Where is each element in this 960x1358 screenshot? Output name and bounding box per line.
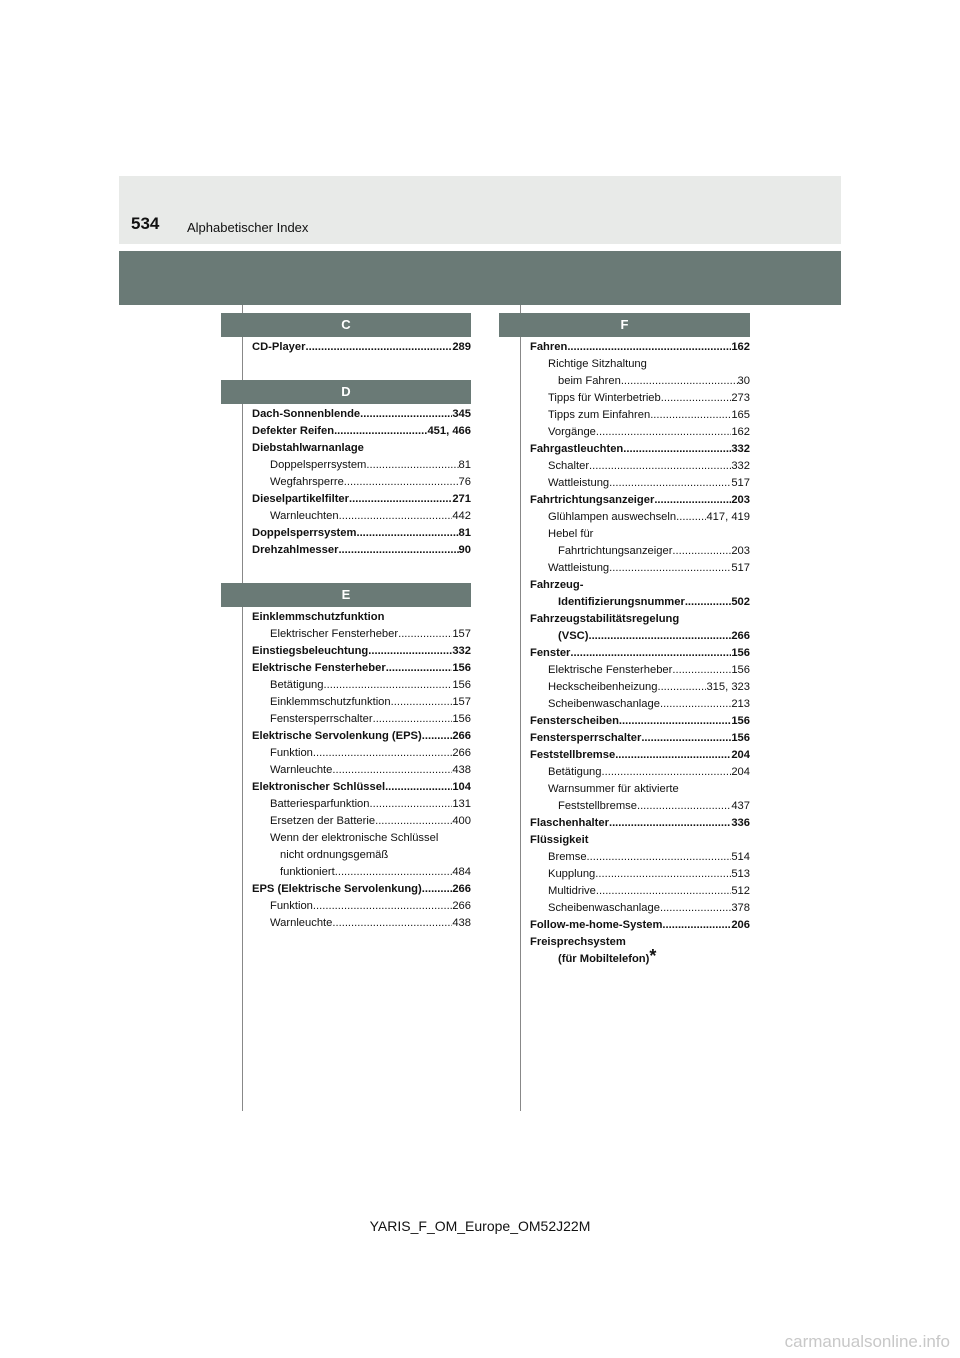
index-column-left xyxy=(221,313,471,956)
index-entry-label: Funktion xyxy=(270,900,313,912)
dot-leader xyxy=(676,509,706,526)
index-entry-page: 332 xyxy=(731,443,750,455)
index-entry-label: Fahrgastleuchten xyxy=(530,443,624,455)
dot-leader xyxy=(366,457,458,474)
dot-leader xyxy=(344,474,459,491)
index-entry xyxy=(530,373,750,390)
index-entries xyxy=(499,337,750,992)
index-entry-label: Identifizierungsnummer xyxy=(558,596,685,608)
index-entry-page: 514 xyxy=(731,851,750,863)
index-entry-page: 517 xyxy=(731,477,750,489)
index-entry-label: Elektronischer Schlüssel xyxy=(252,781,386,793)
index-entry xyxy=(530,662,750,679)
dot-leader xyxy=(334,423,427,440)
dot-leader xyxy=(641,730,731,747)
index-entry xyxy=(530,611,750,628)
index-entry-label: Defekter Reifen xyxy=(252,425,335,437)
index-entry-label: Funktion xyxy=(270,747,313,759)
index-column-right xyxy=(499,313,750,992)
index-entry-page: 438 xyxy=(452,917,471,929)
index-entry-label: Warnleuchte xyxy=(270,764,333,776)
index-entry xyxy=(252,609,471,626)
index-entry-label: funktioniert xyxy=(280,866,335,878)
index-entry-page: 162 xyxy=(731,341,750,353)
index-entry-label: Elektrische Servolenkung (EPS) xyxy=(252,730,422,742)
index-entry xyxy=(530,832,750,849)
index-entry xyxy=(530,628,750,645)
index-entry-label: Einstiegsbeleuchtung xyxy=(252,645,369,657)
dot-leader xyxy=(422,881,453,898)
index-entry xyxy=(530,543,750,560)
index-entry-page: 332 xyxy=(452,645,471,657)
index-entry-label: (für Mobiltelefon) xyxy=(558,953,650,965)
index-entry-label: Warnleuchten xyxy=(270,510,339,522)
index-entry-label: Scheibenwaschanlage xyxy=(548,698,660,710)
dot-leader xyxy=(672,662,731,679)
index-entry-label: Flüssigkeit xyxy=(530,834,589,846)
index-entry-label: Einklemmschutzfunktion xyxy=(252,611,385,623)
page-header xyxy=(119,176,841,244)
index-entry-page: 90 xyxy=(458,544,471,556)
index-entry xyxy=(530,781,750,798)
dot-leader xyxy=(672,543,731,560)
dot-leader xyxy=(368,643,452,660)
index-entry-page: 289 xyxy=(452,341,471,353)
dot-leader xyxy=(662,917,731,934)
index-entry-label: (VSC) xyxy=(558,630,589,642)
index-entry-page: 156 xyxy=(731,732,750,744)
index-entry-label: Flaschenhalter xyxy=(530,817,609,829)
index-entry xyxy=(252,881,471,898)
index-entry-page: 206 xyxy=(731,919,750,931)
index-entry-page: 271 xyxy=(452,493,471,505)
dot-leader xyxy=(313,898,452,915)
index-entry xyxy=(530,713,750,730)
dot-leader xyxy=(595,866,731,883)
dot-leader xyxy=(422,728,453,745)
index-entry-label: Warnsummer für aktivierte xyxy=(548,783,679,795)
index-entry xyxy=(530,764,750,781)
index-entry-label: Dach-Sonnenblende xyxy=(252,408,361,420)
index-entry xyxy=(530,509,750,526)
index-entry xyxy=(252,796,471,813)
dot-leader xyxy=(370,796,453,813)
index-entry xyxy=(530,849,750,866)
index-entry-page: 156 xyxy=(731,715,750,727)
index-entry xyxy=(252,660,471,677)
index-entry-page: 81 xyxy=(458,527,471,539)
index-entry xyxy=(252,457,471,474)
dot-leader xyxy=(587,849,732,866)
index-entry-page: 332 xyxy=(731,460,750,472)
index-entry xyxy=(530,424,750,441)
index-entry-page: 345 xyxy=(452,408,471,420)
index-entry xyxy=(252,339,471,356)
index-entry xyxy=(252,779,471,796)
dot-leader xyxy=(349,491,452,508)
index-entry-label: Fahrzeug- xyxy=(530,579,584,591)
index-entry-label: Betätigung xyxy=(548,766,602,778)
dot-leader xyxy=(324,677,453,694)
index-entry-label: Betätigung xyxy=(270,679,324,691)
index-entry xyxy=(530,526,750,543)
index-entry-label: Fenstersperrschalter xyxy=(530,732,642,744)
dot-leader xyxy=(360,406,452,423)
dot-leader xyxy=(602,764,732,781)
dot-leader xyxy=(660,900,731,917)
index-entry-label: CD-Player xyxy=(252,341,306,353)
index-entry xyxy=(530,407,750,424)
index-entry-page: 81 xyxy=(458,459,471,471)
footnote-star: * xyxy=(649,946,657,966)
index-entry-label: Follow-me-home-System xyxy=(530,919,663,931)
index-entry-label: Feststellbremse xyxy=(558,800,637,812)
dot-leader xyxy=(637,798,731,815)
index-entry-label: Scheibenwaschanlage xyxy=(548,902,660,914)
index-entry-label: Doppelsperrsystem xyxy=(252,527,357,539)
index-entry-label: Fahrtrichtungsanzeiger xyxy=(558,545,673,557)
index-entry-page: 378 xyxy=(731,902,750,914)
index-entry-page: 336 xyxy=(731,817,750,829)
dot-leader xyxy=(661,390,732,407)
index-entry-label: Richtige Sitzhaltung xyxy=(548,358,647,370)
index-entry xyxy=(530,934,750,951)
index-entry xyxy=(252,677,471,694)
dot-leader xyxy=(596,883,731,900)
index-entry xyxy=(530,696,750,713)
index-entry-page: 315, 323 xyxy=(706,681,750,693)
index-entry xyxy=(530,645,750,662)
index-entry-label: Drehzahlmesser xyxy=(252,544,339,556)
index-entry xyxy=(252,813,471,830)
section-title: Alphabetischer Index xyxy=(187,220,309,235)
dot-leader xyxy=(385,779,452,796)
index-entry xyxy=(252,762,471,779)
watermark: carmanualsonline.info xyxy=(784,1332,950,1351)
dot-leader xyxy=(313,745,452,762)
index-entry xyxy=(252,491,471,508)
index-entry-page: 131 xyxy=(452,798,471,810)
dot-leader xyxy=(567,339,731,356)
index-entry-label: Bremse xyxy=(548,851,587,863)
index-entry-page: 484 xyxy=(452,866,471,878)
index-entry-label: Multidrive xyxy=(548,885,596,897)
index-letter-e: E xyxy=(221,583,471,607)
dot-leader xyxy=(356,525,458,542)
index-entry xyxy=(252,864,471,881)
index-entries xyxy=(221,337,471,380)
index-entry-label: Fenster xyxy=(530,647,571,659)
dot-leader xyxy=(657,679,706,696)
index-entry-page: 156 xyxy=(731,647,750,659)
index-entry-page: 513 xyxy=(731,868,750,880)
index-entry xyxy=(252,423,471,440)
index-entry-label: Warnleuchte xyxy=(270,917,333,929)
index-letter-d: D xyxy=(221,380,471,404)
index-entry-page: 266 xyxy=(452,883,471,895)
index-entry xyxy=(530,475,750,492)
index-entry-label: Batteriesparfunktion xyxy=(270,798,370,810)
index-entry xyxy=(252,508,471,525)
index-entry-label: Glühlampen auswechseln xyxy=(548,511,677,523)
index-entry-page: 76 xyxy=(458,476,471,488)
dot-leader xyxy=(588,628,731,645)
index-entry xyxy=(530,866,750,883)
index-entry-label: Vorgänge xyxy=(548,426,596,438)
index-entry-page: 502 xyxy=(731,596,750,608)
index-entry-label: Wegfahrsperre xyxy=(270,476,344,488)
index-entry-label: Tipps zum Einfahren xyxy=(548,409,651,421)
index-entry-label: Dieselpartikelfilter xyxy=(252,493,350,505)
index-entry xyxy=(530,339,750,356)
dot-leader xyxy=(332,762,452,779)
dot-leader xyxy=(615,747,731,764)
dot-leader xyxy=(589,458,731,475)
index-entry-label: Diebstahlwarnanlage xyxy=(252,442,364,454)
dot-leader xyxy=(338,542,458,559)
index-entry-page: 162 xyxy=(731,426,750,438)
index-entry-page: 266 xyxy=(731,630,750,642)
index-entry xyxy=(252,898,471,915)
index-entry-page: 104 xyxy=(452,781,471,793)
dot-leader xyxy=(623,441,731,458)
index-entry xyxy=(530,747,750,764)
index-entry-label: Feststellbremse xyxy=(530,749,616,761)
index-entry-label: Wattleistung xyxy=(548,562,610,574)
index-entry-page: 438 xyxy=(452,764,471,776)
index-entry-page: 451, 466 xyxy=(427,425,471,437)
index-entry-page: 400 xyxy=(452,815,471,827)
index-entry-label: Fensterscheiben xyxy=(530,715,619,727)
index-entry-label: Elektrische Fensterheber xyxy=(548,664,673,676)
index-letter-f: F xyxy=(499,313,750,337)
index-entry xyxy=(252,728,471,745)
header-band xyxy=(119,251,841,305)
index-entry-page: 165 xyxy=(731,409,750,421)
index-entry xyxy=(530,560,750,577)
index-entry-label: Hebel für xyxy=(548,528,594,540)
index-entry-label: nicht ordnungsgemäß xyxy=(280,849,389,861)
index-entry xyxy=(252,474,471,491)
index-entry xyxy=(252,711,471,728)
index-entry-label: Fenstersperrschalter xyxy=(270,713,373,725)
dot-leader xyxy=(373,711,453,728)
dot-leader xyxy=(305,339,452,356)
index-entry-label: Heckscheibenheizung xyxy=(548,681,658,693)
index-entry-label: Elektrische Fensterheber xyxy=(252,662,386,674)
dot-leader xyxy=(619,713,731,730)
dot-leader xyxy=(398,626,452,643)
index-entry xyxy=(252,915,471,932)
index-entry xyxy=(530,390,750,407)
index-entry-page: 442 xyxy=(452,510,471,522)
page-number: 534 xyxy=(131,214,160,233)
dot-leader xyxy=(654,492,731,509)
index-entries xyxy=(221,404,471,583)
index-entry-label: Ersetzen der Batterie xyxy=(270,815,376,827)
dot-leader xyxy=(596,424,731,441)
dot-leader xyxy=(335,864,453,881)
index-entry-page: 156 xyxy=(731,664,750,676)
index-entry-label: Fahren xyxy=(530,341,568,353)
index-entry xyxy=(530,577,750,594)
index-entry xyxy=(252,406,471,423)
index-entry-page: 203 xyxy=(731,494,750,506)
index-entry xyxy=(530,679,750,696)
index-entry-label: Doppelsperrsystem xyxy=(270,459,367,471)
dot-leader xyxy=(332,915,452,932)
index-entry xyxy=(530,356,750,373)
index-entries xyxy=(221,607,471,956)
index-entry-page: 157 xyxy=(452,696,471,708)
index-entry xyxy=(530,594,750,611)
index-entry xyxy=(530,917,750,934)
index-entry xyxy=(252,626,471,643)
dot-leader xyxy=(621,373,738,390)
index-entry-label: Fahrzeugstabilitätsregelung xyxy=(530,613,680,625)
index-entry xyxy=(530,730,750,747)
index-entry xyxy=(252,830,471,847)
index-entry xyxy=(530,883,750,900)
index-entry-label: Kupplung xyxy=(548,868,596,880)
index-entry-label: Elektrischer Fensterheber xyxy=(270,628,399,640)
index-entry-page: 157 xyxy=(452,628,471,640)
dot-leader xyxy=(650,407,731,424)
dot-leader xyxy=(391,694,453,711)
index-entry-page: 30 xyxy=(737,375,750,387)
dot-leader xyxy=(570,645,731,662)
index-entry-page: 512 xyxy=(731,885,750,897)
index-entry-label: Wenn der elektronische Schlüssel xyxy=(270,832,439,844)
index-entry-label: EPS (Elektrische Servolenkung) xyxy=(252,883,422,895)
index-entry xyxy=(252,745,471,762)
index-entry xyxy=(530,441,750,458)
index-entry xyxy=(252,643,471,660)
index-letter-c: C xyxy=(221,313,471,337)
index-entry-page: 204 xyxy=(731,749,750,761)
index-entry-page: 266 xyxy=(452,747,471,759)
index-entry xyxy=(530,798,750,815)
index-entry-page: 156 xyxy=(452,679,471,691)
dot-leader xyxy=(386,660,453,677)
index-entry-page: 437 xyxy=(731,800,750,812)
index-entry-label: Einklemmschutzfunktion xyxy=(270,696,391,708)
index-entry-label: Fahrtrichtungsanzeiger xyxy=(530,494,655,506)
index-entry-page: 213 xyxy=(731,698,750,710)
index-entry-page: 204 xyxy=(731,766,750,778)
index-entry xyxy=(530,900,750,917)
index-entry-page: 517 xyxy=(731,562,750,574)
index-entry-page: 266 xyxy=(452,730,471,742)
index-entry xyxy=(530,946,750,968)
dot-leader xyxy=(609,475,731,492)
dot-leader xyxy=(685,594,732,611)
index-entry xyxy=(252,694,471,711)
index-entry xyxy=(530,492,750,509)
index-entry-page: 156 xyxy=(452,662,471,674)
dot-leader xyxy=(609,815,731,832)
index-entry-label: Wattleistung xyxy=(548,477,610,489)
index-entry-page: 156 xyxy=(452,713,471,725)
index-entry xyxy=(530,815,750,832)
index-entry-label: Schalter xyxy=(548,460,590,472)
index-entry-page: 203 xyxy=(731,545,750,557)
dot-leader xyxy=(660,696,731,713)
dot-leader xyxy=(339,508,453,525)
index-entry xyxy=(252,542,471,559)
index-entry-label: Freisprechsystem xyxy=(530,936,626,948)
index-entry xyxy=(252,847,471,864)
index-entry-label: Tipps für Winterbetrieb xyxy=(548,392,661,404)
index-entry-page: 273 xyxy=(731,392,750,404)
index-entry-page: 417, 419 xyxy=(706,511,750,523)
index-entry xyxy=(252,525,471,542)
dot-leader xyxy=(375,813,452,830)
index-entry xyxy=(252,440,471,457)
index-entry-label: beim Fahren xyxy=(558,375,621,387)
index-entry xyxy=(530,458,750,475)
index-entry-page: 266 xyxy=(452,900,471,912)
document-code: YARIS_F_OM_Europe_OM52J22M xyxy=(369,1218,591,1234)
dot-leader xyxy=(609,560,731,577)
